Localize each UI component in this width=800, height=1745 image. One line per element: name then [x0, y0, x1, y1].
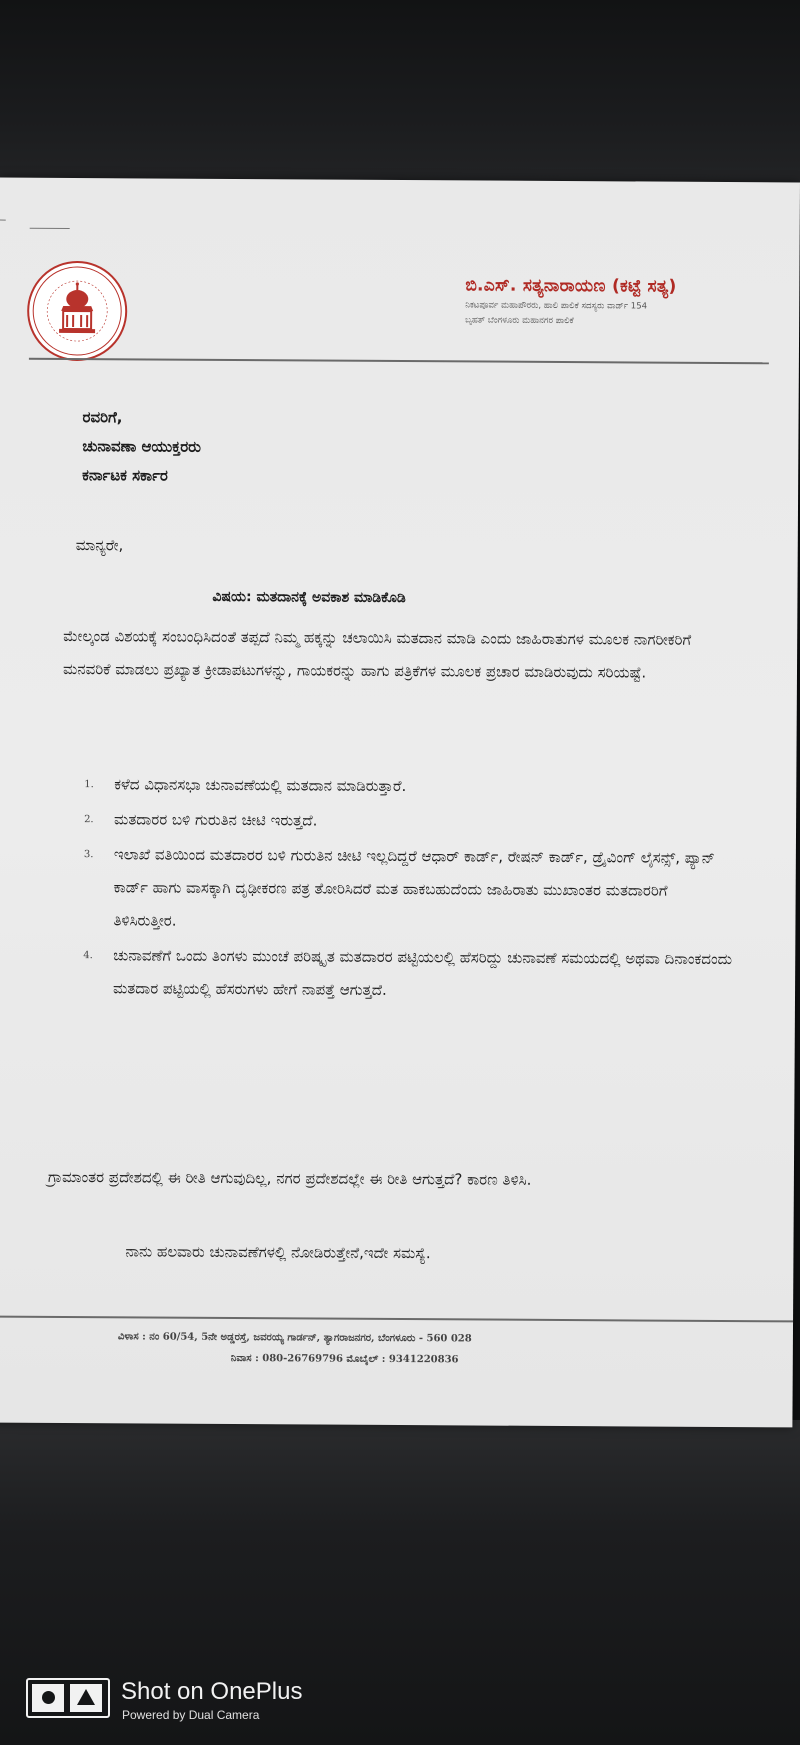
- list-item: [83, 838, 734, 941]
- address-line: ರವರಿಗೆ,: [82, 408, 123, 427]
- watermark-subtitle: Powered by Dual Camera: [122, 1708, 260, 1722]
- list-item: [84, 803, 734, 840]
- list-number: 1.: [84, 779, 94, 791]
- list-item-text: ಇಲಾಖೆ ವತಿಯಿಂದ ಮತದಾರರ ಬಳಿ ಗುರುತಿನ ಚೀಟಿ ಇಲ್ಲದಿದ್ದರೆ ಆಧಾರ್ ಕಾರ್ಡ್, ರೇಷನ್ ಕಾರ್ಡ್, ಡ್ರೈವಿಂಗ್ ಲೈಸನ್ಸ್, ಪ್ಯಾನ್ ಕಾರ್ಡ್ ಹಾಗು ವಾಸಕ್ಕಾಗಿ ದೃಢೀಕರಣ ಪತ್ರ ತೋರಿಸಿದರೆ ಮತ ಹಾಕಬಹುದೆಂದು ಜಾಹಿರಾತು ಮುಖಾಂತರ ಮತದಾರರಿಗೆ ತಿಳಿಸಿರುತ್ತೀರ.: [113, 845, 716, 930]
- footer-contact: ನಿವಾಸ : 080-26769796 ಮೊಬೈಲ್ : 9341220836: [230, 1352, 459, 1366]
- list-item: [83, 939, 733, 1009]
- paper-mark: [0, 220, 6, 221]
- closing-paragraph: ಗ್ರಾಮಾಂತರ ಪ್ರದೇಶದಲ್ಲಿ ಈ ರೀತಿ ಆಗುವುದಿಲ್ಲ, ನಗರ ಪ್ರದೇಶದಲ್ಲೇ ಈ ರೀತಿ ಆಗುತ್ತದೆ? ಕಾರಣ ತಿಳಿಸಿ.: [47, 1167, 532, 1189]
- recipient-address: [82, 403, 201, 491]
- dark-background-top: [0, 0, 800, 200]
- footer-divider: [0, 1316, 793, 1323]
- points-list: [83, 768, 734, 1011]
- list-item: [84, 768, 734, 805]
- list-item-text: ಚುನಾವಣೆಗೆ ಒಂದು ತಿಂಗಳು ಮುಂಚೆ ಪರಿಷ್ಕೃತ ಮತದಾರರ ಪಟ್ಟಿಯಲಲ್ಲಿ ಹೆಸರಿದ್ದು ಚುನಾವಣೆ ಸಮಯದಲ್ಲಿ ಅಥವಾ ದಿನಾಂಕದಂದು ಮತದಾರ ಪಟ್ಟಿಯಲ್ಲಿ ಹೆಸರುಗಳು ಹೇಗೆ ನಾಪತ್ತೆ ಆಗುತ್ತದೆ.: [113, 946, 733, 999]
- letterhead-designation: ನಿಕಟಪೂರ್ವ ಮಹಾಪೌರರು, ಹಾಲಿ ಪಾಲಿಕೆ ಸದಸ್ಯರು ವಾರ್ಡ್ 154: [465, 300, 648, 312]
- letterhead-organization: ಬೃಹತ್ ಬೆಂಗಳೂರು ಮಹಾನಗರ ಪಾಲಿಕೆ: [465, 315, 574, 327]
- list-number: 4.: [83, 950, 93, 962]
- paper-mark: [30, 228, 70, 229]
- list-number: 3.: [83, 849, 94, 861]
- dual-camera-icon: [26, 1678, 110, 1718]
- address-line: ಕರ್ನಾಟಕ ಸರ್ಕಾರ: [82, 466, 168, 485]
- footer-address: ವಿಳಾಸ : ನಂ 60/54, 5ನೇ ಅಡ್ಡರಸ್ತೆ, ಜವರಯ್ಯ ಗಾರ್ಡನ್, ತ್ಯಾಗರಾಜನಗರ, ಬೆಂಗಳೂರು - 560 028: [117, 1331, 472, 1345]
- dark-background-bottom: [0, 1420, 800, 1745]
- list-number: 2.: [84, 814, 94, 826]
- letterhead: [465, 275, 785, 327]
- letterhead-name: ಬಿ.ಎಸ್. ಸತ್ಯನಾರಾಯಣ (ಕಟ್ಟೆ ಸತ್ಯ): [465, 275, 677, 297]
- list-item-text: ಮತದಾರರ ಬಳಿ ಗುರುತಿನ ಚೀಟಿ ಇರುತ್ತದೆ.: [114, 810, 318, 830]
- seal-logo-icon: [27, 261, 128, 362]
- watermark-title: Shot on OnePlus: [121, 1678, 303, 1705]
- body-paragraph: ಮೇಲ್ಕಂಡ ವಿಶಯಕ್ಕೆ ಸಂಬಂಧಿಸಿದಂತೆ ತಪ್ಪದೆ ನಿಮ್ಮ ಹಕ್ಕನ್ನು ಚಲಾಯಿಸಿ ಮತದಾನ ಮಾಡಿ ಎಂದು ಜಾಹಿರಾತುಗಳ ಮೂಲಕ ನಾಗರೀಕರಿಗೆ ಮನವರಿಕೆ ಮಾಡಲು ಪ್ರಖ್ಯಾತ ಕ್ರೀಡಾಪಟುಗಳನ್ನು, ಗಾಯಕರನ್ನು ಹಾಗು ಪತ್ರಿಕೆಗಳ ಮೂಲಕ ಪ್ರಚಾರ ಮಾಡಿರುವುದು ಸರಿಯಷ್ಟೆ.: [62, 626, 692, 682]
- address-line: ಚುನಾವಣಾ ಆಯುಕ್ತರರು: [82, 437, 201, 456]
- subject-line: ವಿಷಯ: ಮತದಾನಕ್ಕೆ ಅವಕಾಶ ಮಾಡಿಕೊಡಿ: [212, 588, 406, 607]
- list-item-text: ಕಳೆದ ವಿಧಾನಸಭಾ ಚುನಾವಣೆಯಲ್ಲಿ ಮತದಾನ ಮಾಡಿರುತ್ತಾರೆ.: [114, 775, 407, 796]
- letter-paper: [0, 178, 800, 1428]
- closing-remark: ನಾನು ಹಲವಾರು ಚುನಾವಣೆಗಳಲ್ಲಿ ನೋಡಿರುತ್ತೇನೆ,ಇದೇ ಸಮಸ್ಯೆ.: [125, 1242, 431, 1263]
- letterhead-divider: [29, 358, 769, 365]
- salutation: ಮಾನ್ಯರೇ,: [75, 536, 124, 555]
